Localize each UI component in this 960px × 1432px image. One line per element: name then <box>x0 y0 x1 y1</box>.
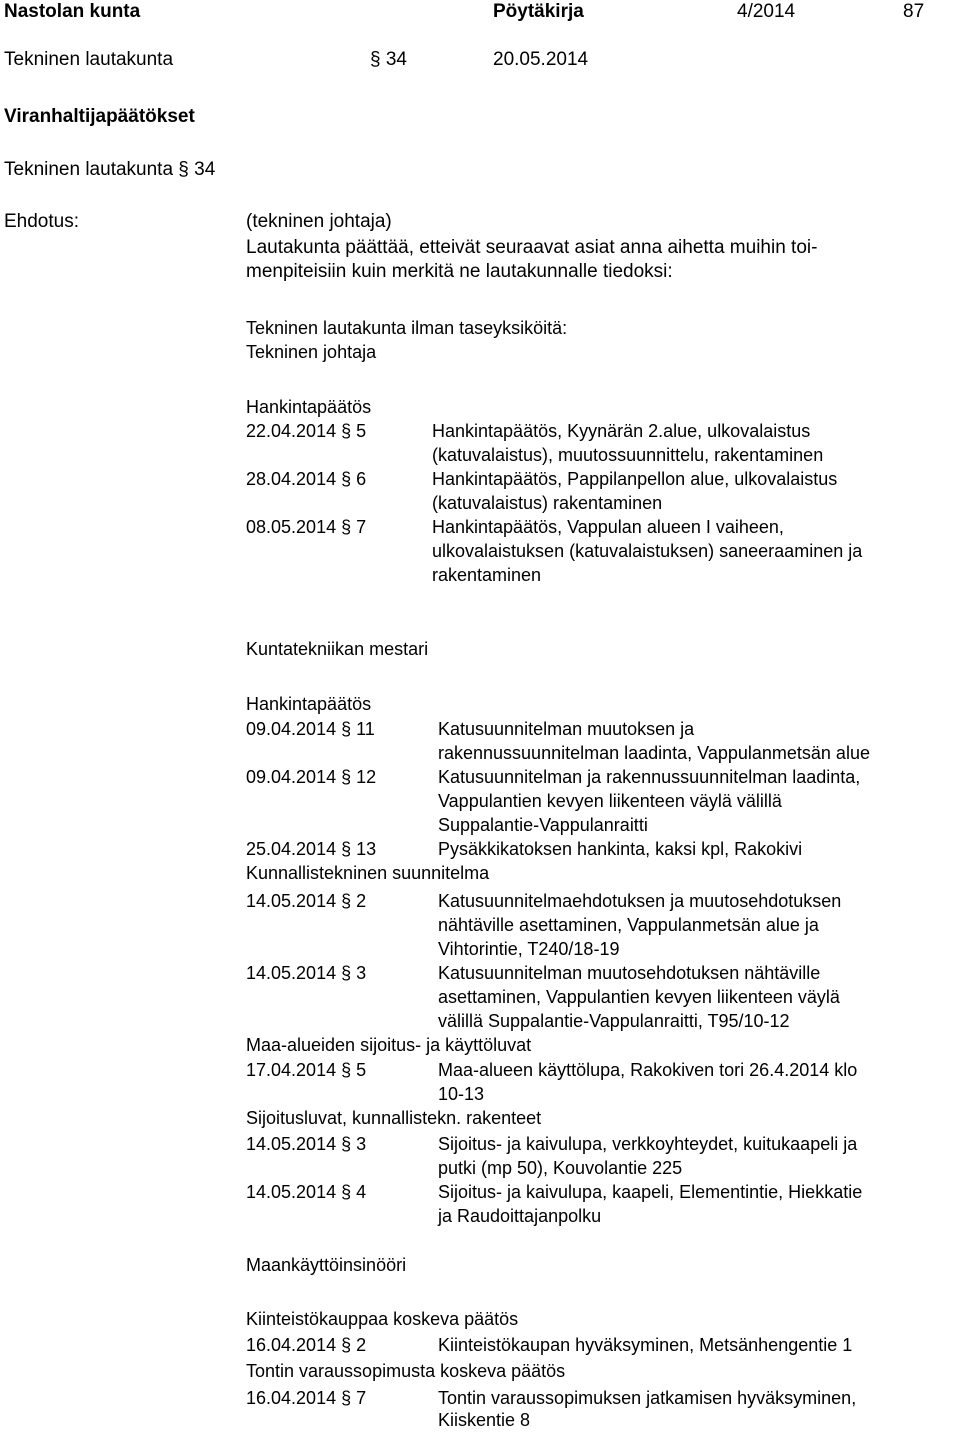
section-heading: Sijoitusluvat, kunnallistekn. rakenteet <box>246 1108 542 1128</box>
decision-desc: Vappulantien kevyen liikenteen väylä välillä <box>438 791 782 811</box>
section-heading: Hankintapäätös <box>246 397 372 417</box>
decision-ref: 14.05.2014 § 3 <box>246 963 367 983</box>
page-subtitle: Tekninen lautakunta § 34 <box>4 159 216 180</box>
page-title: Viranhaltijapäätökset <box>4 106 195 127</box>
section-heading: Tontin varaussopimusta koskeva päätös <box>246 1361 566 1381</box>
decision-ref: 22.04.2014 § 5 <box>246 421 367 441</box>
decision-desc: putki (mp 50), Kouvolantie 225 <box>438 1158 683 1178</box>
decision-ref: 16.04.2014 § 2 <box>246 1335 367 1355</box>
decision-desc: ulkovalaistuksen (katuvalaistuksen) saneeraaminen ja <box>432 541 863 561</box>
section-heading: Maa-alueiden sijoitus- ja käyttöluvat <box>246 1035 532 1055</box>
municipality-name: Nastolan kunta <box>4 1 141 22</box>
decision-desc: Hankintapäätös, Pappilanpellon alue, ulkovalaistus <box>432 469 838 489</box>
decision-ref: 08.05.2014 § 7 <box>246 517 367 537</box>
decision-desc: Kiiskentie 8 <box>438 1410 531 1430</box>
document-type: Pöytäkirja <box>493 1 584 22</box>
proposal-line: menpiteisiin kuin merkitä ne lautakunnalle tiedoksi: <box>246 261 673 282</box>
board-name: Tekninen lautakunta <box>4 49 174 70</box>
decision-ref: 09.04.2014 § 11 <box>246 719 375 739</box>
decision-desc: Suppalantie-Vappulanraitti <box>438 815 648 835</box>
decision-desc: asettaminen, Vappulantien kevyen liikenteen väylä <box>438 987 840 1007</box>
decision-desc: Sijoitus- ja kaivulupa, kaapeli, Elementintie, Hiekkatie <box>438 1182 863 1202</box>
decision-desc: ja Raudoittajanpolku <box>438 1206 602 1226</box>
decision-desc: Tontin varaussopimuksen jatkamisen hyväksyminen, <box>438 1388 857 1408</box>
decision-ref: 25.04.2014 § 13 <box>246 839 377 859</box>
decision-desc: Katusuunnitelman muutosehdotuksen nähtäville <box>438 963 821 983</box>
decision-ref: 28.04.2014 § 6 <box>246 469 367 489</box>
decision-ref: 14.05.2014 § 3 <box>246 1134 367 1154</box>
decision-desc: rakentaminen <box>432 565 542 585</box>
decision-desc: (katuvalaistus), muutossuunnittelu, rakentaminen <box>432 445 824 465</box>
decision-desc: (katuvalaistus) rakentaminen <box>432 493 663 513</box>
decision-ref: 14.05.2014 § 4 <box>246 1182 367 1202</box>
decision-desc: Kiinteistökaupan hyväksyminen, Metsänhengentie 1 <box>438 1335 853 1355</box>
decision-desc: Hankintapäätös, Vappulan alueen I vaiheen, <box>432 517 784 537</box>
decision-desc: Vihtorintie, T240/18-19 <box>438 939 620 959</box>
decision-desc: Katusuunnitelman ja rakennussuunnitelman laadinta, <box>438 767 861 787</box>
decision-desc: Hankintapäätös, Kyynärän 2.alue, ulkovalaistus <box>432 421 811 441</box>
intro-line: Tekninen johtaja <box>246 342 377 362</box>
decision-desc: Pysäkkikatoksen hankinta, kaksi kpl, Rakokivi <box>438 839 803 859</box>
proposal-line: (tekninen johtaja) <box>246 211 392 232</box>
decision-desc: Sijoitus- ja kaivulupa, verkkoyhteydet, kuitukaapeli ja <box>438 1134 858 1154</box>
decision-desc: Katusuunnitelman muutoksen ja <box>438 719 695 739</box>
decision-ref: 09.04.2014 § 12 <box>246 767 377 787</box>
issue-number: 4/2014 <box>737 1 796 22</box>
intro-line: Tekninen lautakunta ilman taseyksiköitä: <box>246 318 568 338</box>
decision-ref: 16.04.2014 § 7 <box>246 1388 367 1408</box>
decision-desc: Katusuunnitelmaehdotuksen ja muutosehdotuksen <box>438 891 842 911</box>
section-heading: Hankintapäätös <box>246 694 372 714</box>
decision-desc: välillä Suppalantie-Vappulanraitti, T95/10-12 <box>438 1011 790 1031</box>
decision-desc: nähtäville asettaminen, Vappulanmetsän alue ja <box>438 915 819 935</box>
decision-ref: 14.05.2014 § 2 <box>246 891 367 911</box>
meeting-date: 20.05.2014 <box>493 49 589 70</box>
decision-desc: Maa-alueen käyttölupa, Rakokiven tori 26.4.2014 klo <box>438 1060 858 1080</box>
page-number: 87 <box>903 1 925 22</box>
proposal-line: Lautakunta päättää, etteivät seuraavat asiat anna aihetta muihin toi- <box>246 237 818 258</box>
decision-desc: rakennussuunnitelman laadinta, Vappulanmetsän alue <box>438 743 870 763</box>
decision-ref: 17.04.2014 § 5 <box>246 1060 367 1080</box>
section-heading: Kiinteistökauppaa koskeva päätös <box>246 1309 519 1329</box>
section-heading: Maankäyttöinsinööri <box>246 1255 407 1275</box>
decision-desc: 10-13 <box>438 1084 485 1104</box>
section-heading: Kunnallistekninen suunnitelma <box>246 863 490 883</box>
section-number: § 34 <box>370 49 407 70</box>
section-heading: Kuntatekniikan mestari <box>246 639 429 659</box>
proposal-label: Ehdotus: <box>4 211 79 232</box>
